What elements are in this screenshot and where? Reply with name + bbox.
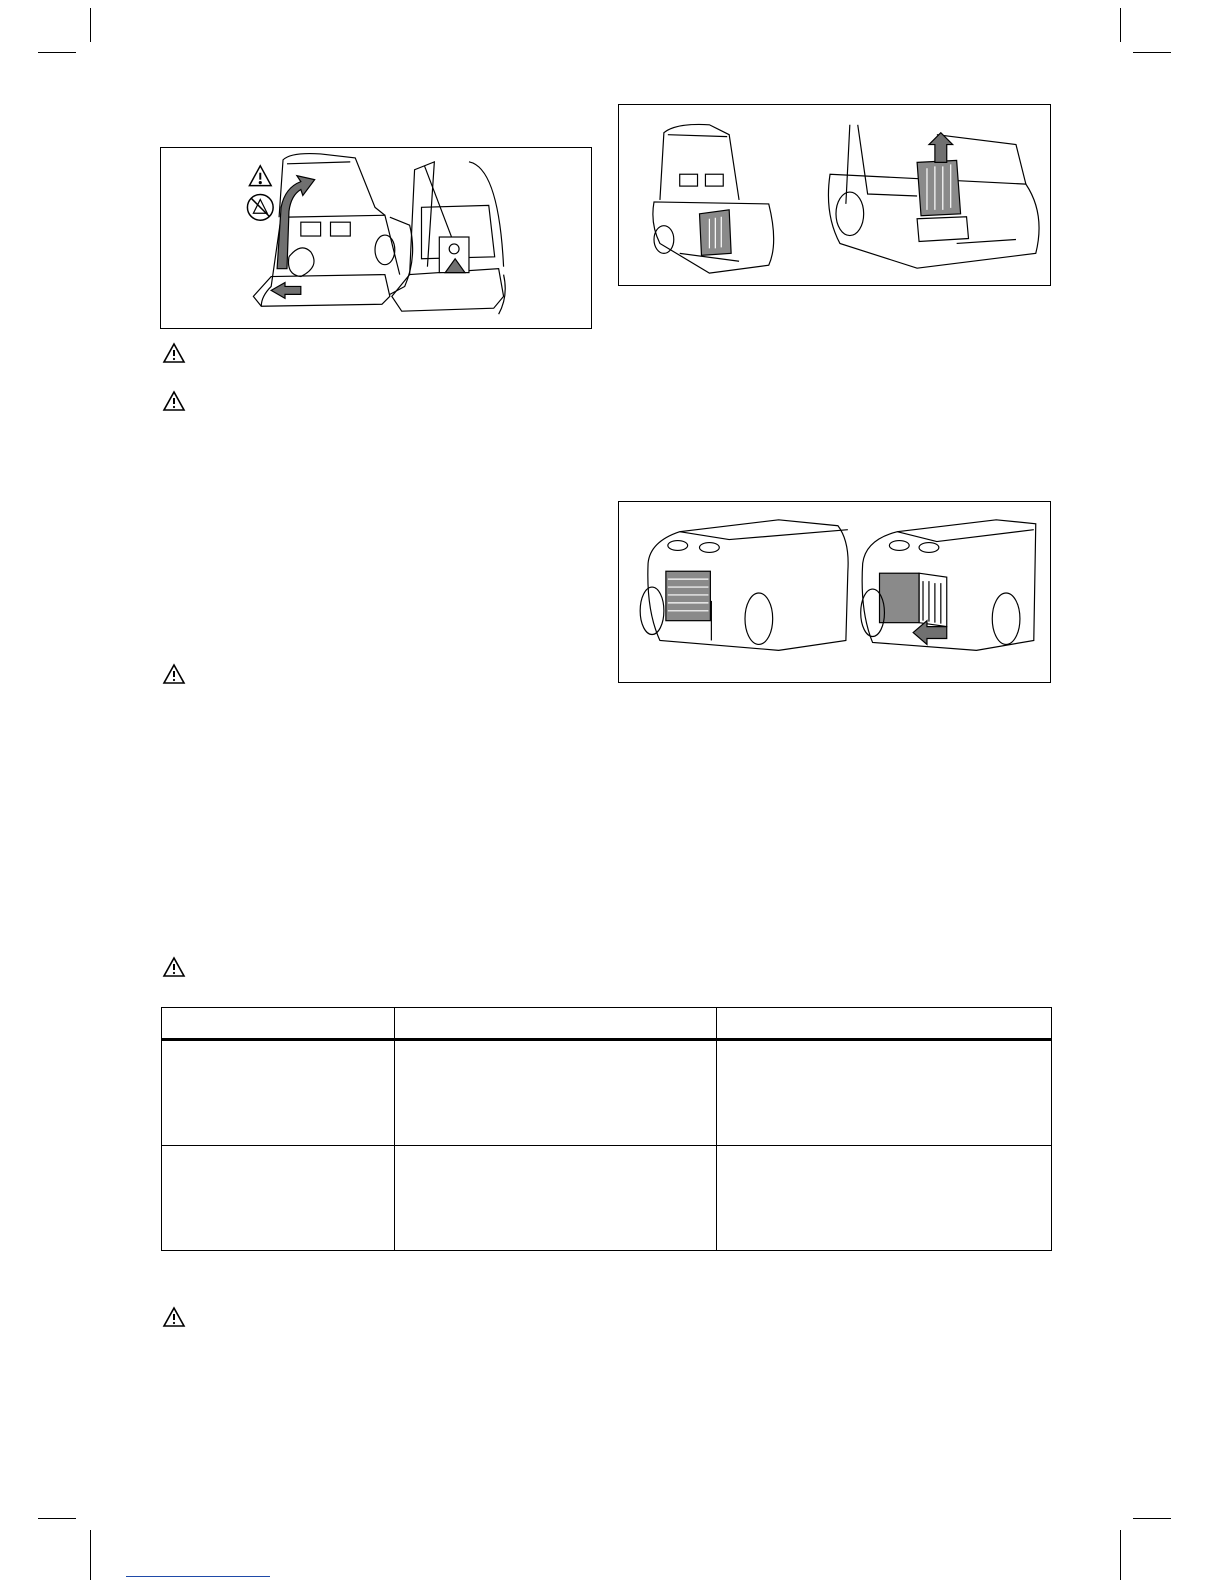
crop-mark-bottom-right-horizontal: [1133, 1518, 1171, 1519]
header-cell-problem: [162, 1008, 395, 1040]
crop-mark-top-left-vertical: [90, 8, 91, 42]
crop-mark-top-left-horizontal: [38, 52, 76, 53]
table-cell: [162, 1040, 395, 1146]
table-cell: [395, 1146, 717, 1251]
troubleshooting-table: [161, 1007, 1052, 1251]
crop-mark-bottom-left-vertical: [90, 1530, 91, 1580]
warning-triangle-icon: [162, 342, 186, 364]
footer-link-underline: [126, 1576, 270, 1577]
table-header-row: [162, 1008, 1052, 1040]
exhaust-filter-removal-illustration: [618, 501, 1051, 683]
open-lid-remove-bag-illustration: [160, 147, 592, 329]
warning-triangle-icon: [162, 956, 186, 978]
warning-triangle-icon: [249, 166, 271, 186]
crop-mark-top-right-horizontal: [1133, 52, 1171, 53]
warning-triangle-icon: [162, 1306, 186, 1328]
filter-holder-removal-illustration: [618, 104, 1051, 286]
warning-triangle-icon: [162, 390, 186, 412]
warning-triangle-icon: [162, 663, 186, 685]
table-row: [162, 1040, 1052, 1146]
table-cell: [717, 1040, 1052, 1146]
crop-mark-bottom-left-horizontal: [38, 1518, 76, 1519]
no-operation-without-bag-icon: [247, 194, 273, 220]
crop-mark-bottom-right-vertical: [1120, 1530, 1121, 1580]
header-cell-cause: [395, 1008, 717, 1040]
header-cell-solution: [717, 1008, 1052, 1040]
table-row: [162, 1146, 1052, 1251]
crop-mark-top-right-vertical: [1120, 8, 1121, 42]
table-cell: [395, 1040, 717, 1146]
table-cell: [162, 1146, 395, 1251]
table-cell: [717, 1146, 1052, 1251]
